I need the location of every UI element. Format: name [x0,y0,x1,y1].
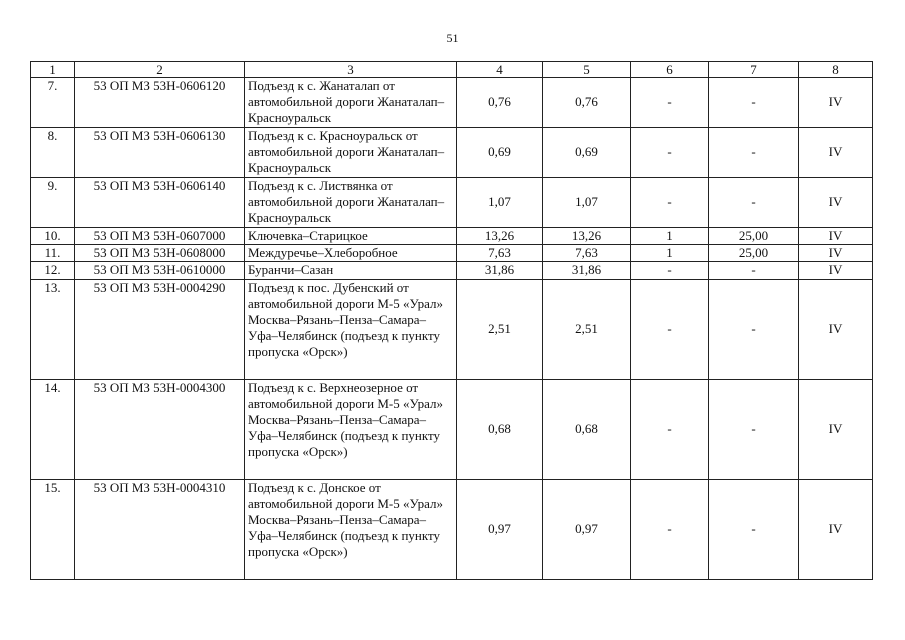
cell-col8: IV [799,379,873,479]
cell-col5: 0,97 [543,479,631,579]
header-cell: 8 [799,62,873,78]
cell-col7: - [709,128,799,178]
cell-col8: IV [799,279,873,379]
cell-col7: - [709,479,799,579]
cell-col7: - [709,178,799,228]
header-cell: 3 [245,62,457,78]
row-number: 14. [31,379,75,479]
cell-col5: 1,07 [543,178,631,228]
header-cell: 7 [709,62,799,78]
road-name: Подъезд к с. Верхнеозерное от автомобильной дороги М-5 «Урал» Москва–Рязань–Пенза–Самара–Уфа–Челябинск (подъезд к пункту пропуска «Орск») [245,379,457,479]
row-number: 8. [31,128,75,178]
header-cell: 1 [31,62,75,78]
road-name: Междуречье–Хлеборобное [245,245,457,262]
header-row [31,62,873,78]
row-number: 11. [31,245,75,262]
cell-col5: 13,26 [543,228,631,245]
cell-col8: IV [799,228,873,245]
cell-col7: - [709,262,799,279]
cell-col5: 0,76 [543,78,631,128]
table-row [31,379,873,479]
cell-col7: - [709,279,799,379]
table-row [31,479,873,579]
cell-col6: 1 [631,245,709,262]
cell-col6: - [631,178,709,228]
row-number: 9. [31,178,75,228]
cell-col6: - [631,379,709,479]
road-code: 53 ОП МЗ 53Н-0610000 [75,262,245,279]
cell-col4: 2,51 [457,279,543,379]
cell-col4: 0,76 [457,78,543,128]
cell-col8: IV [799,245,873,262]
header-cell: 2 [75,62,245,78]
cell-col5: 7,63 [543,245,631,262]
road-code: 53 ОП МЗ 53Н-0608000 [75,245,245,262]
row-number: 7. [31,78,75,128]
cell-col6: - [631,128,709,178]
cell-col5: 0,68 [543,379,631,479]
road-code: 53 ОП МЗ 53Н-0004300 [75,379,245,479]
cell-col5: 2,51 [543,279,631,379]
cell-col7: 25,00 [709,245,799,262]
road-name: Подъезд к с. Жанаталап от автомобильной дороги Жанаталап–Красноуральск [245,78,457,128]
cell-col4: 0,69 [457,128,543,178]
road-name: Подъезд к с. Листвянка от автомобильной дороги Жанаталап–Красноуральск [245,178,457,228]
table-row [31,128,873,178]
row-number: 12. [31,262,75,279]
table-row [31,78,873,128]
cell-col6: - [631,279,709,379]
cell-col8: IV [799,128,873,178]
road-code: 53 ОП МЗ 53Н-0606120 [75,78,245,128]
cell-col8: IV [799,262,873,279]
road-name: Подъезд к пос. Дубенский от автомобильной дороги М-5 «Урал» Москва–Рязань–Пенза–Самара–Уфа–Челябинск (подъезд к пункту пропуска «Орск») [245,279,457,379]
table-row [31,262,873,279]
cell-col7: - [709,78,799,128]
road-code: 53 ОП МЗ 53Н-0606130 [75,128,245,178]
cell-col6: - [631,78,709,128]
cell-col5: 0,69 [543,128,631,178]
header-cell: 6 [631,62,709,78]
road-name: Подъезд к с. Донское от автомобильной дороги М-5 «Урал» Москва–Рязань–Пенза–Самара–Уфа–Челябинск (подъезд к пункту пропуска «Орск») [245,479,457,579]
road-code: 53 ОП МЗ 53Н-0607000 [75,228,245,245]
cell-col8: IV [799,78,873,128]
road-name: Буранчи–Сазан [245,262,457,279]
cell-col7: - [709,379,799,479]
cell-col4: 13,26 [457,228,543,245]
cell-col4: 0,97 [457,479,543,579]
table-row [31,245,873,262]
cell-col7: 25,00 [709,228,799,245]
cell-col6: - [631,262,709,279]
cell-col6: 1 [631,228,709,245]
cell-col8: IV [799,178,873,228]
cell-col5: 31,86 [543,262,631,279]
cell-col8: IV [799,479,873,579]
cell-col6: - [631,479,709,579]
page-number: 51 [446,31,459,45]
row-number: 10. [31,228,75,245]
cell-col4: 31,86 [457,262,543,279]
cell-col4: 1,07 [457,178,543,228]
roads-table [30,61,873,580]
road-name: Ключевка–Старицкое [245,228,457,245]
cell-col4: 0,68 [457,379,543,479]
road-code: 53 ОП МЗ 53Н-0004310 [75,479,245,579]
row-number: 13. [31,279,75,379]
header-cell: 4 [457,62,543,78]
table-row [31,279,873,379]
row-number: 15. [31,479,75,579]
road-code: 53 ОП МЗ 53Н-0606140 [75,178,245,228]
road-code: 53 ОП МЗ 53Н-0004290 [75,279,245,379]
table-row [31,178,873,228]
table-row [31,228,873,245]
cell-col4: 7,63 [457,245,543,262]
header-cell: 5 [543,62,631,78]
road-name: Подъезд к с. Красноуральск от автомобильной дороги Жанаталап–Красноуральск [245,128,457,178]
